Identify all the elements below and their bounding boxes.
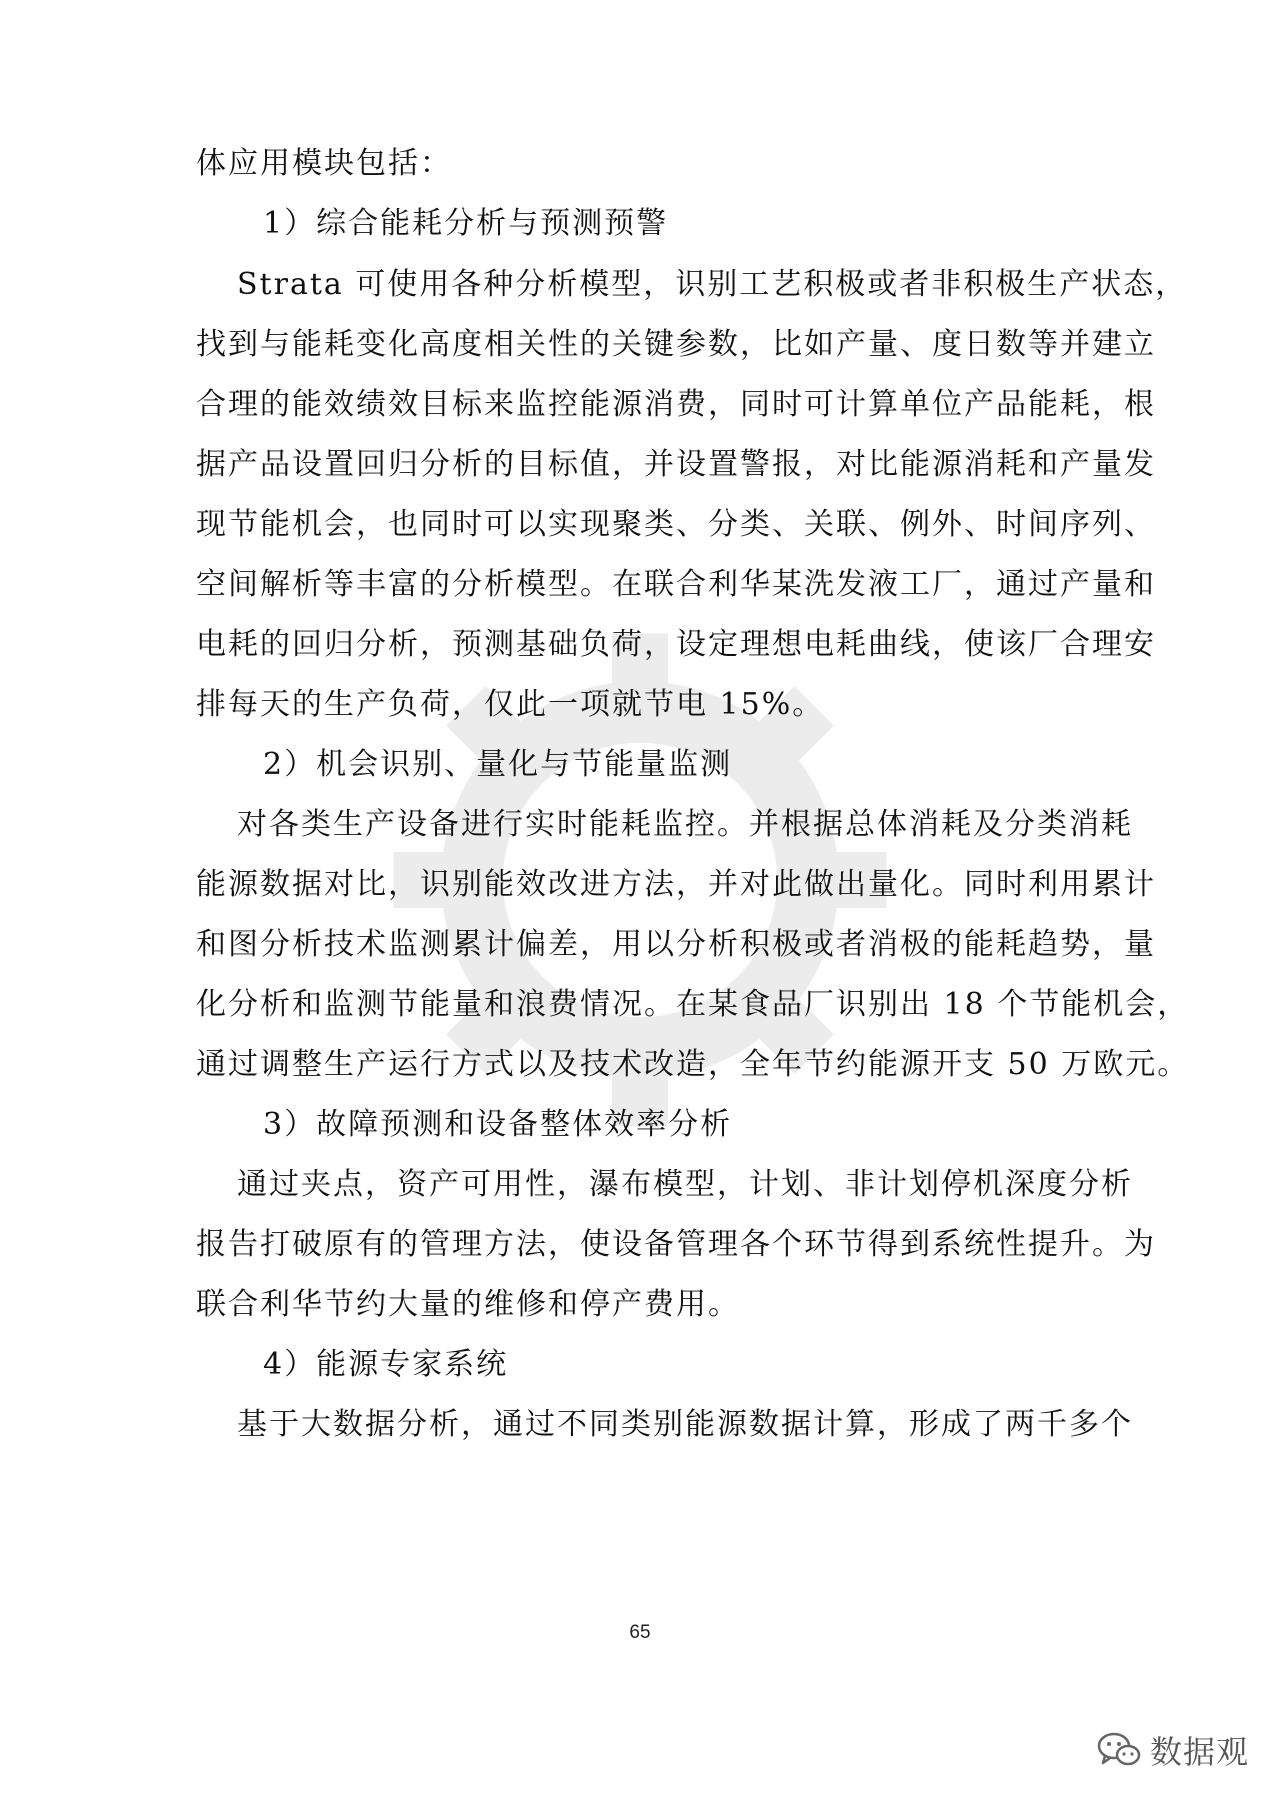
wechat-icon <box>1096 1730 1142 1770</box>
body-text-line: 能源数据对比，识别能效改进方法，并对此做出量化。同时利用累计 <box>196 867 1156 902</box>
body-text-line: 体应用模块包括： <box>196 146 452 181</box>
body-text-line: 通过调整生产运行方式以及技术改造，全年节约能源开支 50 万欧元。 <box>196 1047 1190 1082</box>
section-heading: 1）综合能耗分析与预测预警 <box>263 206 669 241</box>
brand-name: 数据观 <box>1150 1733 1250 1771</box>
paragraph-first-line: 通过夹点，资产可用性，瀑布模型，计划、非计划停机深度分析 <box>237 1167 1133 1202</box>
body-text-line: 化分析和监测节能量和浪费情况。在某食品厂识别出 18 个节能机会， <box>196 987 1190 1022</box>
page-number: 65 <box>629 1622 651 1643</box>
section-heading: 2）机会识别、量化与节能量监测 <box>263 747 733 782</box>
body-text-line: 空间解析等丰富的分析模型。在联合利华某洗发液工厂，通过产量和 <box>196 567 1156 602</box>
paragraph-first-line: 基于大数据分析，通过不同类别能源数据计算，形成了两千多个 <box>237 1407 1133 1442</box>
body-text-line: 合理的能效绩效目标来监控能源消费，同时可计算单位产品能耗，根 <box>196 387 1156 422</box>
body-text-line: 找到与能耗变化高度相关性的关键参数，比如产量、度日数等并建立 <box>196 327 1156 362</box>
body-text-line: 现节能机会，也同时可以实现聚类、分类、关联、例外、时间序列、 <box>196 507 1156 542</box>
body-text-line: 电耗的回归分析，预测基础负荷，设定理想电耗曲线，使该厂合理安 <box>196 627 1156 662</box>
section-heading: 4）能源专家系统 <box>263 1347 509 1382</box>
body-text-line: 排每天的生产负荷，仅此一项就节电 15%。 <box>196 687 825 722</box>
body-text-line: 和图分析技术监测累计偏差，用以分析积极或者消极的能耗趋势，量 <box>196 927 1156 962</box>
body-text-line: 报告打破原有的管理方法，使设备管理各个环节得到系统性提升。为 <box>196 1227 1156 1262</box>
source-branding <box>1096 1728 1249 1772</box>
paragraph-first-line: Strata 可使用各种分析模型，识别工艺积极或者非积极生产状态， <box>237 267 1188 302</box>
section-heading: 3）故障预测和设备整体效率分析 <box>263 1107 733 1142</box>
body-text-line: 据产品设置回归分析的目标值，并设置警报，对比能源消耗和产量发 <box>196 447 1156 482</box>
paragraph-first-line: 对各类生产设备进行实时能耗监控。并根据总体消耗及分类消耗 <box>237 807 1133 842</box>
body-text-line: 联合利华节约大量的维修和停产费用。 <box>196 1287 740 1322</box>
